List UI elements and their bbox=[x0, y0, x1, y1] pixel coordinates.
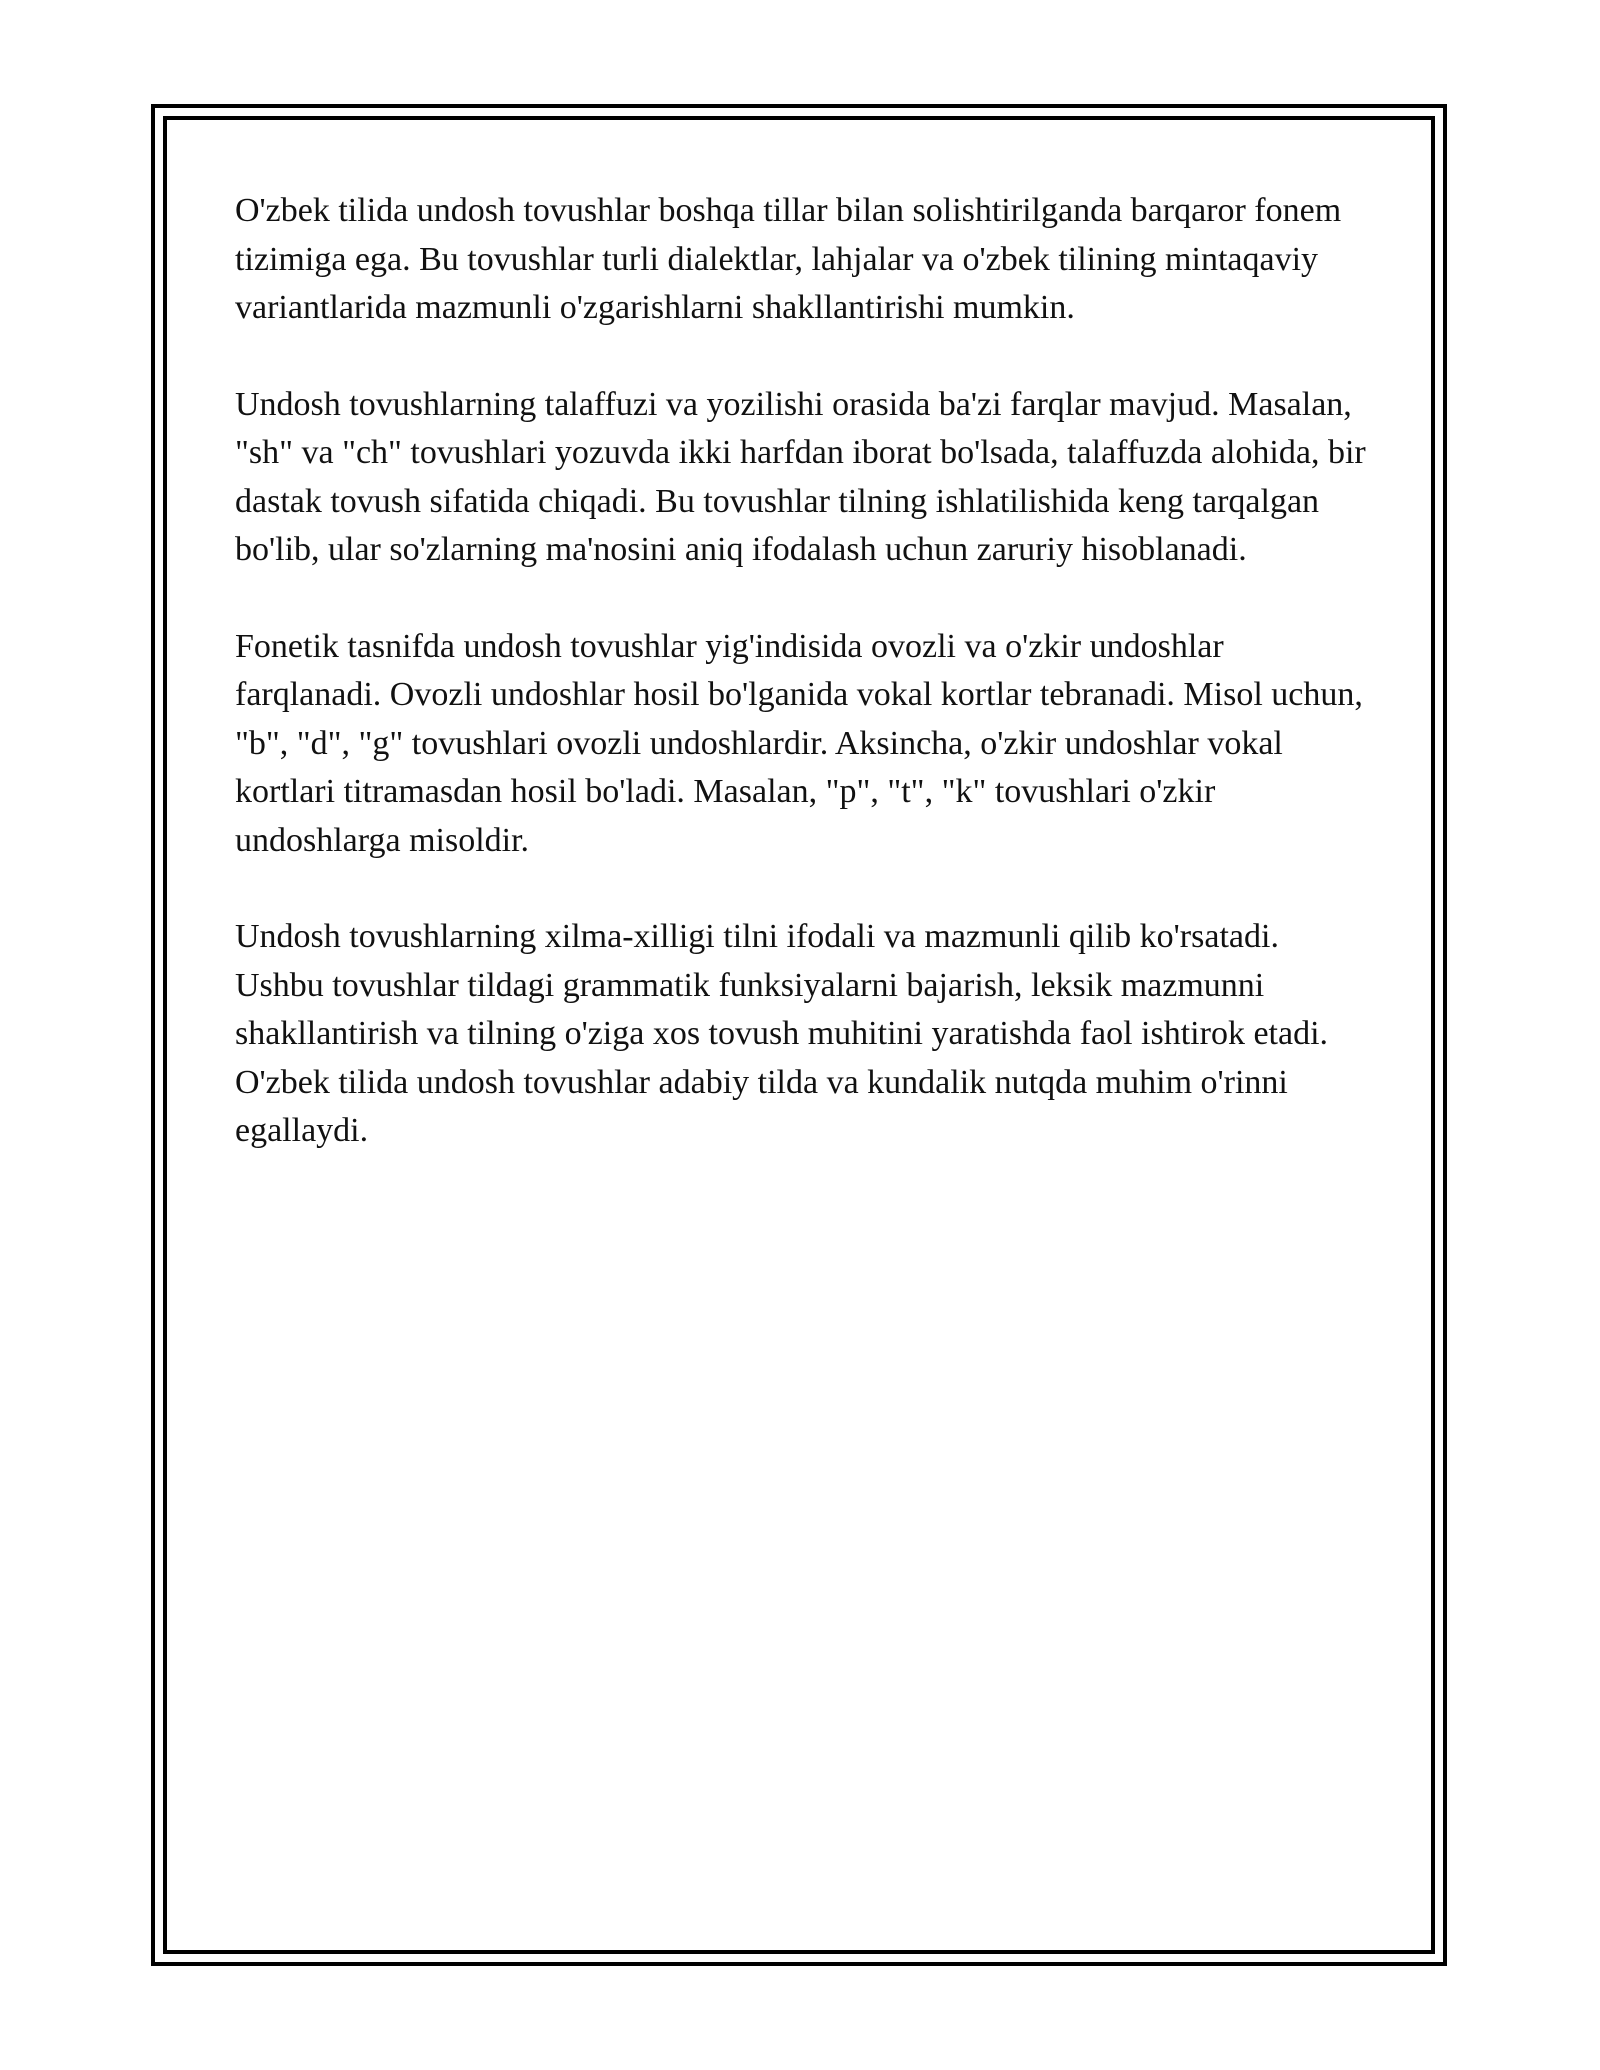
paragraph-2: Undosh tovushlarning talaffuzi va yozilishi orasida ba'zi farqlar mavjud. Masalan, "sh" va "ch" tovushlari yozuvda ikki harfdan iborat bo'lsada, talaffuzda alohida, bir dastak tovush sifatida chiqadi. Bu tovushlar tilning ishlatilishida keng tarqalgan bo'lib, ular so'zlarning ma'nosini aniq ifodalash uchun zaruriy hisoblanadi. bbox=[235, 385, 1366, 568]
paragraph-3: Fonetik tasnifda undosh tovushlar yig'indisida ovozli va o'zkir undoshlar farqlanadi. Ovozli undoshlar hosil bo'lganida vokal kortlar tebranadi. Misol uchun, "b", "d", "g" tovushlari ovozli undoshlardir. Aksincha, o'zkir undoshlar vokal kortlari titramasdan hosil bo'ladi. Masalan, "p", "t", "k" tovushlari o'zkir undoshlarga misoldir. bbox=[235, 627, 1363, 859]
paragraph-4: Undosh tovushlarning xilma-xilligi tilni ifodali va mazmunli qilib ko'rsatadi. Ushbu tovushlar tildagi grammatik funksiyalarni bajarish, leksik mazmunni shakllantirish va tilning o'ziga xos tovush muhitini yaratishda faol ishtirok etadi. O'zbek tilida undosh tovushlar adabiy tilda va kundalik nutqda muhim o'rinni egallaydi. bbox=[235, 918, 1329, 1149]
document-body bbox=[235, 187, 1375, 1204]
paragraph-1: O'zbek tilida undosh tovushlar boshqa tillar bilan solishtirilganda barqaror fonem tizimiga ega. Bu tovushlar turli dialektlar, lahjalar va o'zbek tilining mintaqaviy variantlarida mazmunli o'zgarishlarni shakllantirishi mumkin. bbox=[235, 192, 1342, 326]
